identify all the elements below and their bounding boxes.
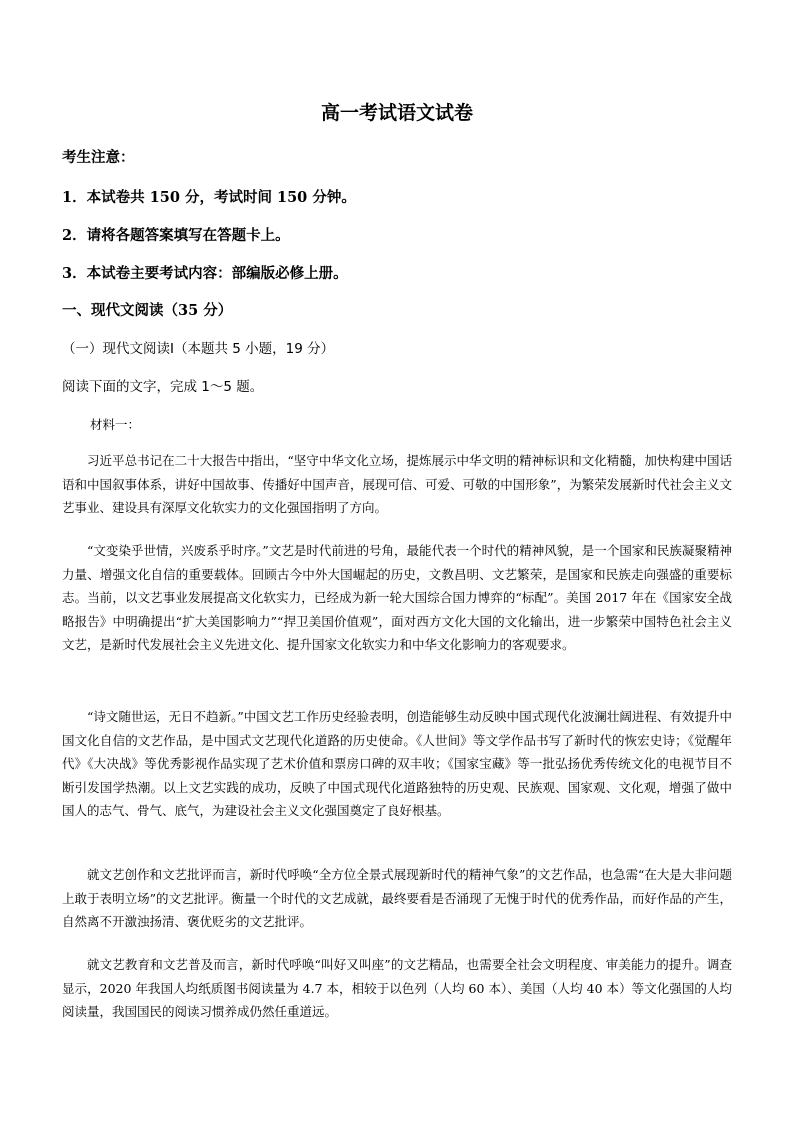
- material-paragraph-5: 就文艺教育和文艺普及而言，新时代呼唤“叫好又叫座”的文艺精品，也需要全社会文明程度、审美能力的提升。调查显示，2020 年我国人均纸质图书阅读量为 4.7 本，相较于以色列（人均 60 本）、美国（人均 40 本）等文化强国的人均阅读量，我国国民的阅读习惯养成仍然任重道远。: [62, 957, 732, 1019]
- material-paragraph-2: “文变染乎世情，兴废系乎时序。”文艺是时代前进的号角，最能代表一个时代的精神风貌，是一个国家和民族凝聚精神力量、增强文化自信的重要载体。回顾古今中外大国崛起的历史，文教昌明、文艺繁荣，是国家和民族走向强盛的重要标志。当前，以文艺事业发展提高文化软实力，已经成为新一轮大国综合国力博弈的“标配”。美国 2017 年在《国家安全战略报告》中明确提出“扩大美国影响力”“捍卫美国价值观”，面对西方文化大国的文化输出，进一步繁荣中国特色社会主义文艺，是新时代发展社会主义先进文化、提升国家文化软实力和中华文化影响力的客观要求。: [62, 543, 732, 652]
- notice-item-1: 1．本试卷共 150 分，考试时间 150 分钟。: [62, 189, 356, 206]
- section-subtitle: （一）现代文阅读Ⅰ（本题共 5 小题，19 分）: [62, 341, 335, 357]
- notice-heading: 考生注意：: [62, 149, 135, 166]
- notice-item-3: 3．本试卷主要考试内容：部编版必修上册。: [62, 265, 348, 282]
- page-title: 高一考试语文试卷: [320, 102, 473, 124]
- notice-item-2: 2．请将各题答案填写在答题卡上。: [62, 227, 290, 244]
- section-title: 一、现代文阅读（35 分）: [62, 302, 233, 319]
- material-label: 材料一：: [90, 417, 141, 432]
- material-paragraph-3: “诗文随世运，无日不趋新。”中国文艺工作历史经验表明，创造能够生动反映中国式现代化波澜壮阔进程、有效提升中国文化自信的文艺作品，是中国式文艺现代化道路的历史使命。《人世间》等文学作品书写了新时代的恢宏史诗；《觉醒年代》《大决战》等优秀影视作品实现了艺术价值和票房口碑的双丰收；《国家宝藏》等一批弘扬优秀传统文化的电视节目不断引发国学热潮。以上文艺实践的成功，反映了中国式现代化道路独特的历史观、民族观、国家观、文化观，增强了做中国人的志气、骨气、底气，为建设社会主义文化强国奠定了良好根基。: [62, 709, 732, 818]
- material-paragraph-4: 就文艺创作和文艺批评而言，新时代呼唤“全方位全景式展现新时代的精神气象”的文艺作品，也急需“在大是大非问题上敢于表明立场”的文艺批评。衡量一个时代的文艺成就，最终要看是否涌现了无愧于时代的优秀作品，而好作品的产生，自然离不开激浊扬清、褒优贬劣的文艺批评。: [62, 867, 732, 929]
- reading-instruction: 阅读下面的文字，完成 1～5 题。: [62, 379, 264, 395]
- material-paragraph-1: 习近平总书记在二十大报告中指出，“坚守中华文化立场，提炼展示中华文明的精神标识和文化精髓，加快构建中国话语和中国叙事体系，讲好中国故事、传播好中国声音，展现可信、可爱、可敬的中国形象”，为繁荣发展新时代社会主义文艺事业、建设具有深厚文化软实力的文化强国指明了方向。: [62, 453, 732, 515]
